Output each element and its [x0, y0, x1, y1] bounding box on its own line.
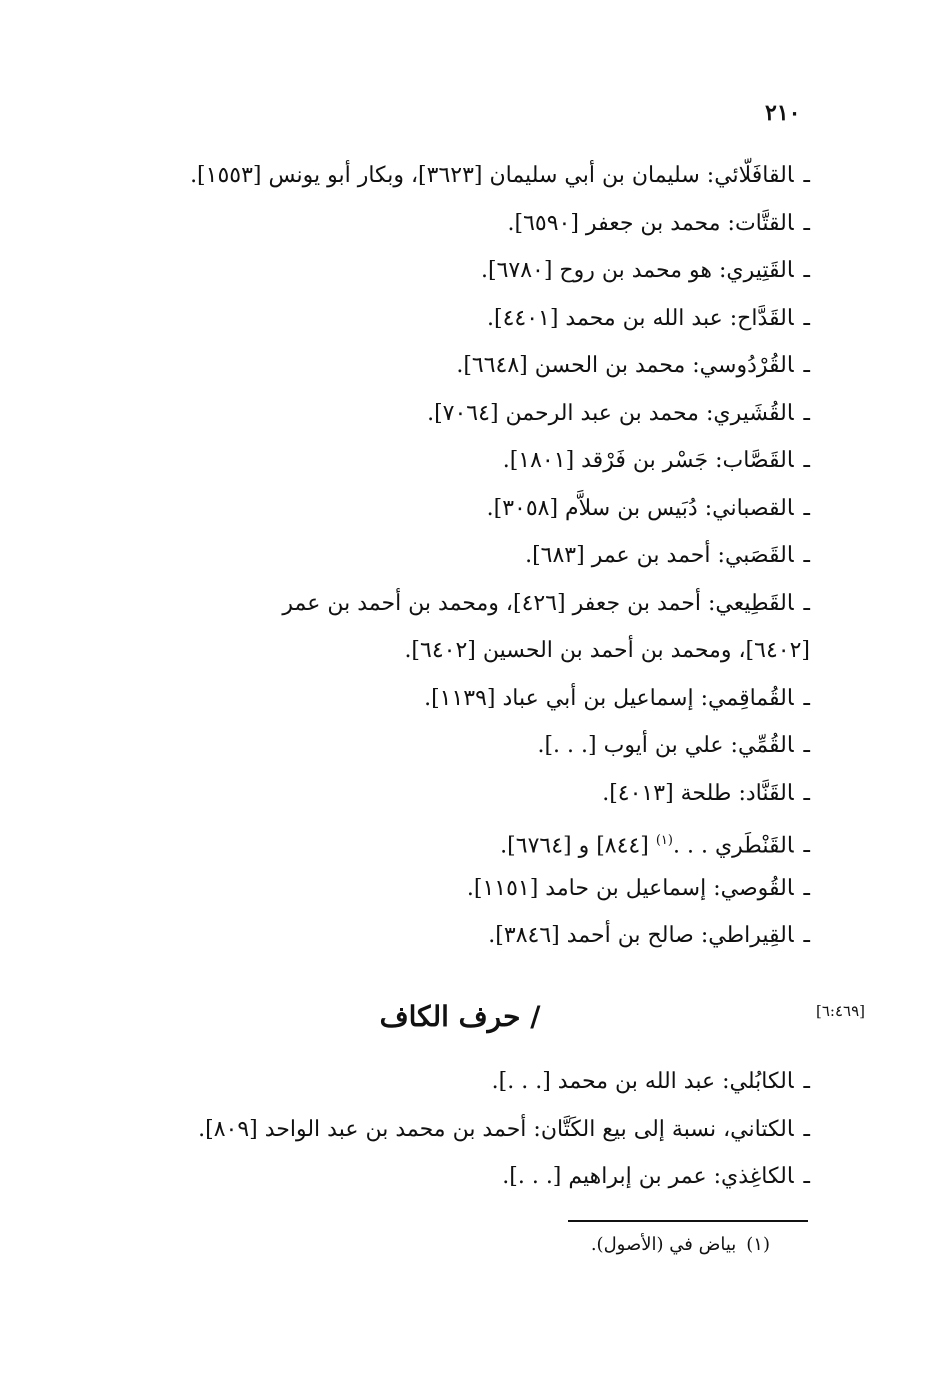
entry-text: إسماعيل بن أبي عباد [١١٣٩]. [424, 685, 694, 711]
entry-text: دُبَيس بن سلاَّم [٣٠٥٨]. [486, 495, 698, 521]
list-item: ـالقَنْطَري . . .$^{(١)}$ [٨٤٤] و [٦٧٦٤]. [500, 833, 810, 859]
entry-term: القَدَّاح [737, 305, 794, 331]
list-item: ـالقَتِيري: هو محمد بن روح [٦٧٨٠]. [481, 258, 810, 283]
entry-term: القِيراطي [708, 923, 794, 948]
entry-text: أحمد بن عمر [٦٨٣]. [525, 543, 711, 568]
entry-text: عبد الله بن محمد [٤٤٠١]. [486, 305, 723, 331]
entry-term: القَطِيعي [715, 590, 794, 616]
entry-text: عبد الله بن محمد [. . .]. [491, 1069, 716, 1094]
entry-term: القُمِّي [737, 733, 794, 758]
list-item: ـالقافَلّائي: سليمان بن أبي سليمان [٣٦٢٣]، وبكار أبو يونس [١٥٥٣]. [190, 163, 810, 188]
section-marker: [٦:٤٦٩] [816, 1002, 865, 1020]
entry-term: القُشَيري [713, 400, 794, 426]
entry-text: طلحة [٤٠١٣]. [602, 780, 732, 806]
entry-term: القُماقِمي [708, 685, 794, 711]
list-item: ـالقَطِيعي: أحمد بن جعفر [٤٢٦]، ومحمد بن أحمد بن عمر [٦٤٠٢]، ومحمد بن أحمد بن الحسين [٦٤٠٢]. [85, 580, 810, 675]
entry-term: القصباني [712, 495, 794, 521]
footnote-divider [568, 1220, 808, 1222]
list-item: ـالقِيراطي: صالح بن أحمد [٣٨٤٦]. [488, 923, 810, 948]
entry-term: القَصَّاب [722, 448, 794, 473]
list-item: ـالقَصَبي: أحمد بن عمر [٦٨٣]. [525, 543, 810, 568]
entry-text: هو محمد بن روح [٦٧٨٠]. [481, 258, 712, 283]
footnote-text: بياض في (الأصول). [590, 1234, 737, 1255]
entry-term: القتَّات [734, 210, 794, 236]
entries-list-qaf [85, 152, 810, 960]
list-item: ـالقُرْدُوسي: محمد بن الحسن [٦٦٤٨]. [456, 353, 810, 378]
entry-text: أحمد بن محمد بن عبد الواحد [٨٠٩]. [198, 1116, 527, 1142]
entry-term: الكاغِذي [721, 1164, 794, 1189]
footnote-reference: (١) [655, 833, 673, 848]
entry-term: القَتِيري [726, 258, 794, 283]
entry-term: الكتاني، نسبة إلى بيع الكَتَّان [540, 1116, 794, 1142]
list-item: ـالقُماقِمي: إسماعيل بن أبي عباد [١١٣٩]. [424, 685, 810, 711]
entry-text: سليمان بن أبي سليمان [٣٦٢٣]، وبكار أبو يونس [١٥٥٣]. [190, 163, 700, 188]
list-item: ـالكتاني، نسبة إلى بيع الكَتَّان: أحمد بن محمد بن عبد الواحد [٨٠٩]. [198, 1116, 810, 1142]
entry-term: القُوصي [720, 875, 794, 901]
entry-term: الكابُلي [729, 1069, 794, 1094]
entry-term: القافَلّائي [714, 163, 794, 188]
entry-term: القَصَبي [724, 543, 794, 568]
list-item: ـالقُشَيري: محمد بن عبد الرحمن [٧٠٦٤]. [427, 400, 810, 426]
entry-text-continuation: [٦٤٠٢]، ومحمد بن أحمد بن الحسين [٦٤٠٢]. [404, 638, 810, 663]
list-item: ـالقُمِّي: علي بن أيوب [. . .]. [537, 733, 810, 758]
section-heading: / حرف الكاف [379, 1000, 541, 1033]
page-number: ٢١٠ [765, 100, 801, 126]
entry-text: محمد بن جعفر [٦٥٩٠]. [507, 210, 721, 236]
list-item: ـالقَدَّاح: عبد الله بن محمد [٤٤٠١]. [486, 305, 810, 331]
list-item: ـالقُوصي: إسماعيل بن حامد [١١٥١]. [466, 875, 810, 901]
entries-list-kaf [85, 1058, 810, 1201]
list-item: ـالقَصَّاب: جَسْر بن فَرْقد [١٨٠١]. [502, 448, 810, 473]
entry-text: إسماعيل بن حامد [١١٥١]. [466, 875, 707, 901]
entry-term: القَنَّاد [745, 780, 794, 806]
entry-text: صالح بن أحمد [٣٨٤٦]. [488, 923, 694, 948]
entry-text: جَسْر بن فَرْقد [١٨٠١]. [502, 448, 709, 473]
entry-text: علي بن أيوب [. . .]. [537, 733, 724, 758]
entry-text: عمر بن إبراهيم [. . .]. [502, 1164, 707, 1189]
entry-text: [٨٤٤] و [٦٧٦٤]. [500, 833, 649, 859]
entry-text: محمد بن الحسن [٦٦٤٨]. [456, 353, 686, 378]
list-item: ـالكاغِذي: عمر بن إبراهيم [. . .]. [502, 1164, 810, 1189]
list-item: ـالكابُلي: عبد الله بن محمد [. . .]. [491, 1069, 810, 1094]
footnote-number: (١) [746, 1234, 770, 1255]
list-item: ـالقصباني: دُبَيس بن سلاَّم [٣٠٥٨]. [486, 495, 810, 521]
entry-text: أحمد بن جعفر [٤٢٦]، ومحمد بن أحمد بن عمر [282, 590, 701, 616]
entry-text: محمد بن عبد الرحمن [٧٠٦٤]. [427, 400, 699, 426]
list-item: ـالقَنَّاد: طلحة [٤٠١٣]. [602, 780, 810, 806]
footnote [500, 1234, 770, 1255]
entry-term: القُرْدُوسي [699, 353, 794, 378]
list-item: ـالقتَّات: محمد بن جعفر [٦٥٩٠]. [507, 210, 810, 236]
entry-term: القَنْطَري [714, 833, 794, 859]
